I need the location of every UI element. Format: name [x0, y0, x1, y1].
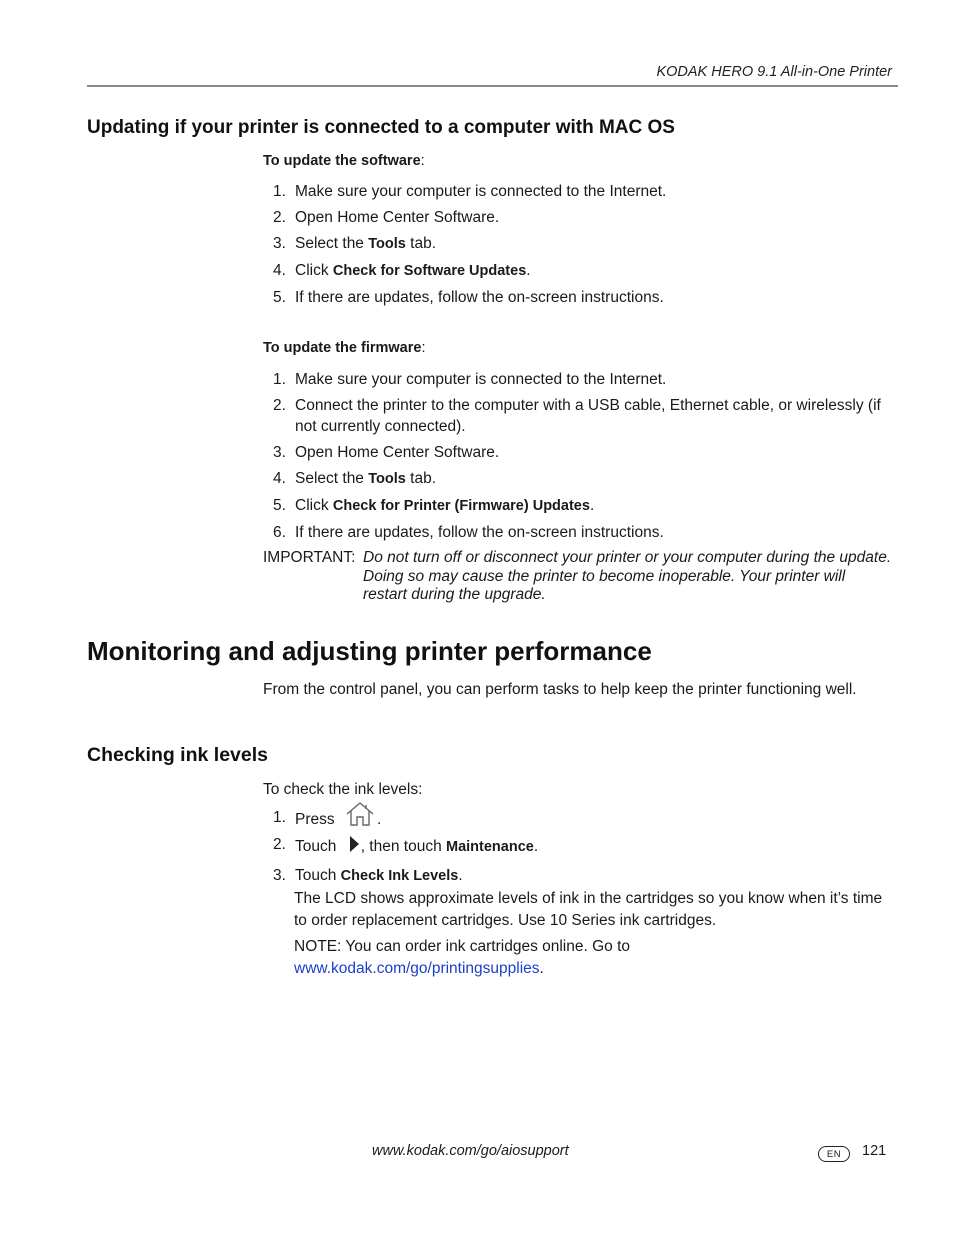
list-item: 2. Touch , then touch Maintenance. [263, 834, 883, 860]
list-item: 2. Open Home Center Software. [273, 209, 500, 226]
important-notice [263, 549, 893, 605]
firmware-procedure-title: To update the firmware: [263, 340, 426, 356]
running-header: KODAK HERO 9.1 All-in-One Printer [656, 64, 892, 80]
footer-url: www.kodak.com/go/aiosupport [372, 1143, 569, 1159]
list-item: 3. Select the Tools tab. [273, 235, 437, 252]
monitoring-heading: Monitoring and adjusting printer performance [87, 636, 652, 666]
forward-arrow-icon [347, 834, 361, 860]
list-item: 4. Select the Tools tab. [273, 470, 437, 487]
list-item: 1. Make sure your computer is connected to the Internet. [273, 183, 667, 200]
home-icon [345, 801, 375, 833]
ink-steps [263, 807, 883, 887]
important-label: IMPORTANT: [263, 549, 356, 566]
language-badge: EN [818, 1146, 850, 1162]
list-item: 5. If there are updates, follow the on-screen instructions. [273, 289, 664, 306]
mac-update-heading: Updating if your printer is connected to a computer with MAC OS [87, 117, 675, 138]
list-item: 6. If there are updates, follow the on-screen instructions. [273, 524, 664, 541]
page-number: 121 [862, 1143, 887, 1159]
lcd-description: The LCD shows approximate levels of ink in the cartridges so you know when it’s time to order replacement cartridges. Use 10 Series ink cartridges. [294, 890, 883, 929]
software-procedure-title: To update the software: [263, 153, 425, 169]
header-rule [87, 85, 898, 87]
ink-levels-intro: To check the ink levels: [263, 781, 423, 798]
firmware-steps [263, 369, 883, 543]
list-item: 1. Make sure your computer is connected to the Internet. [273, 371, 667, 388]
printing-supplies-link[interactable]: www.kodak.com/go/printingsupplies [294, 960, 540, 977]
ink-levels-heading: Checking ink levels [87, 744, 268, 766]
list-item: 1. Press . [263, 807, 883, 829]
important-text: Do not turn off or disconnect your printer or your computer during the update. Doing so may cause the printer to become inoperable. Your printer will restart during the upgrade. [363, 549, 892, 603]
monitoring-intro: From the control panel, you can perform tasks to help keep the printer functioning well. [263, 681, 857, 698]
list-item: 5. Click Check for Printer (Firmware) Updates. [273, 497, 595, 514]
note-text: NOTE: You can order ink cartridges online. Go to [294, 938, 631, 955]
list-item: 4. Click Check for Software Updates. [273, 262, 531, 279]
note-block: NOTE: You can order ink cartridges online. Go to www.kodak.com/go/printingsupplies. [294, 938, 631, 977]
list-item: 3. Open Home Center Software. [273, 444, 500, 461]
list-item: 2. Connect the printer to the computer with a USB cable, Ethernet cable, or wirelessly (if not currently connected). [273, 397, 881, 435]
list-item: 3. Touch Check Ink Levels. [273, 867, 463, 884]
software-steps [263, 181, 883, 308]
